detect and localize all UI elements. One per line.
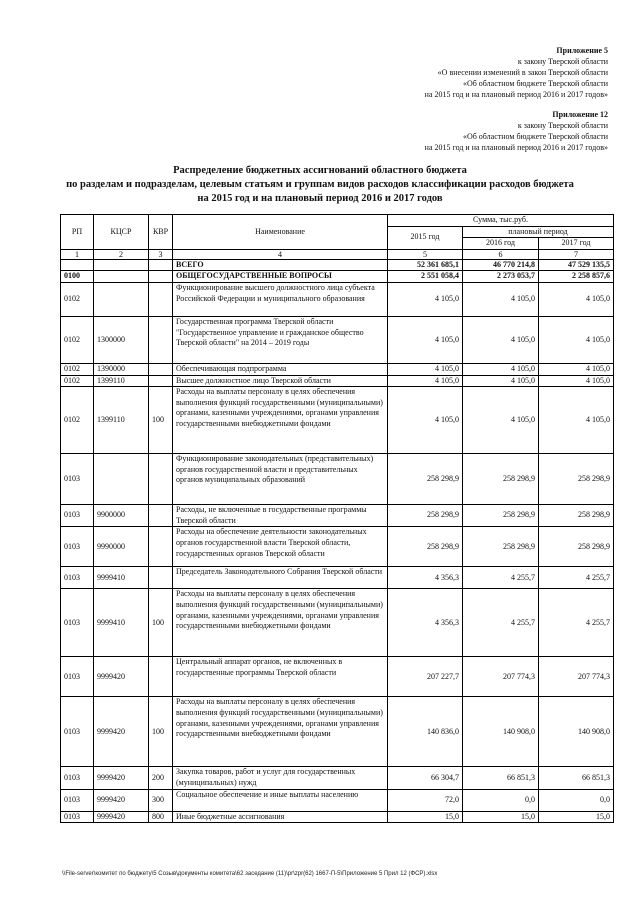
- cell-amount-2015: 4 105,0: [388, 387, 463, 454]
- cell-amount-2016: 0,0: [463, 789, 539, 811]
- table-row: [61, 657, 614, 697]
- cell-amount-2016: 207 774,3: [463, 657, 539, 697]
- table-row: [61, 505, 614, 527]
- appendix-12-block: [425, 109, 608, 153]
- table-row: [61, 454, 614, 505]
- cell-kcsr: [94, 271, 149, 283]
- appendix-5-line: к закону Тверской области: [517, 57, 608, 66]
- cell-amount-2017: 207 774,3: [539, 657, 614, 697]
- cell-rp: 0102: [61, 282, 94, 316]
- cell-name: Расходы на выплаты персоналу в целях обеспечения выполнения функций государственными (муниципальными) органами, казенными учреждениями, органами управления государственными внебюджетными фондами: [173, 697, 388, 767]
- table-row: [61, 375, 614, 387]
- cell-amount-2017: 47 529 135,5: [539, 259, 614, 271]
- cell-amount-2016: 140 908,0: [463, 697, 539, 767]
- header-2016: 2016 год: [463, 238, 539, 250]
- table-row: [61, 316, 614, 363]
- cell-name: ОБЩЕГОСУДАРСТВЕННЫЕ ВОПРОСЫ: [173, 271, 388, 283]
- table-row: [61, 589, 614, 657]
- cell-amount-2016: 2 273 053,7: [463, 271, 539, 283]
- cell-kvr: 100: [149, 387, 173, 454]
- cell-kvr: [149, 505, 173, 527]
- cell-amount-2017: 4 105,0: [539, 282, 614, 316]
- cell-kcsr: 1399110: [94, 387, 149, 454]
- cell-rp: [61, 259, 94, 271]
- cell-amount-2017: 15,0: [539, 811, 614, 823]
- title-line: на 2015 год и на плановый период 2016 и 2017 годов: [197, 193, 443, 204]
- cell-amount-2016: 4 255,7: [463, 567, 539, 589]
- cell-amount-2015: 2 551 058,4: [388, 271, 463, 283]
- cell-name: Иные бюджетные ассигнования: [173, 811, 388, 823]
- table-row: [61, 259, 614, 271]
- cell-amount-2016: 4 105,0: [463, 282, 539, 316]
- cell-kvr: [149, 657, 173, 697]
- cell-name: Расходы на обеспечение деятельности законодательных органов государственной власти Тверской области, государственных органов Тверской области: [173, 527, 388, 567]
- cell-amount-2016: 46 770 214,8: [463, 259, 539, 271]
- header-planned-period: плановый период: [463, 226, 614, 238]
- cell-amount-2016: 4 105,0: [463, 316, 539, 363]
- cell-name: Государственная программа Тверской области "Государственное управление и гражданское общество Тверской области" на 2014 – 2019 годы: [173, 316, 388, 363]
- header-kcsr: КЦСР: [94, 215, 149, 250]
- cell-amount-2017: 4 105,0: [539, 375, 614, 387]
- cell-amount-2016: 4 105,0: [463, 387, 539, 454]
- budget-table: [60, 214, 614, 823]
- cell-rp: 0103: [61, 589, 94, 657]
- cell-rp: 0102: [61, 363, 94, 375]
- cell-amount-2015: 4 105,0: [388, 282, 463, 316]
- cell-rp: 0103: [61, 527, 94, 567]
- budget-table-body: [61, 259, 614, 822]
- cell-kcsr: 9999420: [94, 811, 149, 823]
- cell-rp: 0102: [61, 316, 94, 363]
- cell-amount-2015: 72,0: [388, 789, 463, 811]
- cell-amount-2015: 4 105,0: [388, 363, 463, 375]
- cell-kvr: [149, 363, 173, 375]
- appendix-12-line: «Об областном бюджете Тверской области: [462, 132, 608, 141]
- cell-name: ВСЕГО: [173, 259, 388, 271]
- appendix-5-line: «О внесении изменений в закон Тверской области: [437, 68, 608, 77]
- cell-amount-2017: 4 105,0: [539, 387, 614, 454]
- table-row: [61, 567, 614, 589]
- cell-name: Обеспечивающая подпрограмма: [173, 363, 388, 375]
- table-row: [61, 767, 614, 789]
- cell-amount-2017: 140 908,0: [539, 697, 614, 767]
- cell-amount-2015: 4 356,3: [388, 589, 463, 657]
- cell-kcsr: 1300000: [94, 316, 149, 363]
- column-index: 2: [94, 249, 149, 259]
- appendix-12-line: к закону Тверской области: [517, 121, 608, 130]
- column-index: 4: [173, 249, 388, 259]
- cell-amount-2017: 258 298,9: [539, 454, 614, 505]
- cell-name: Центральный аппарат органов, не включенных в государственные программы Тверской области: [173, 657, 388, 697]
- appendix-5-line: на 2015 год и на плановый период 2016 и 2017 годов»: [424, 90, 608, 99]
- cell-name: Расходы, не включенные в государственные программы Тверской области: [173, 505, 388, 527]
- cell-amount-2015: 52 361 685,1: [388, 259, 463, 271]
- cell-kcsr: 9999410: [94, 567, 149, 589]
- cell-kcsr: 9999420: [94, 657, 149, 697]
- cell-name: Закупка товаров, работ и услуг для государственных (муниципальных) нужд: [173, 767, 388, 789]
- cell-amount-2015: 66 304,7: [388, 767, 463, 789]
- cell-amount-2015: 140 836,0: [388, 697, 463, 767]
- cell-kcsr: 9999420: [94, 767, 149, 789]
- cell-amount-2016: 258 298,9: [463, 527, 539, 567]
- cell-name: Функционирование высшего должностного лица субъекта Российской Федерации и муниципального образования: [173, 282, 388, 316]
- cell-amount-2015: 258 298,9: [388, 505, 463, 527]
- cell-kvr: [149, 454, 173, 505]
- cell-amount-2017: 258 298,9: [539, 505, 614, 527]
- cell-rp: 0103: [61, 767, 94, 789]
- cell-name: Расходы на выплаты персоналу в целях обеспечения выполнения функций государственными (муниципальными) органами, казенными учреждениями, органами управления государственными внебюджетными фондами: [173, 589, 388, 657]
- cell-amount-2017: 0,0: [539, 789, 614, 811]
- cell-amount-2017: 2 258 857,6: [539, 271, 614, 283]
- cell-name: Социальное обеспечение и иные выплаты населению: [173, 789, 388, 811]
- appendix-5-block: [425, 45, 608, 100]
- cell-amount-2016: 4 105,0: [463, 363, 539, 375]
- cell-rp: 0102: [61, 375, 94, 387]
- cell-amount-2015: 4 105,0: [388, 316, 463, 363]
- cell-amount-2017: 4 105,0: [539, 363, 614, 375]
- column-index-row: [61, 249, 614, 259]
- cell-amount-2016: 66 851,3: [463, 767, 539, 789]
- cell-amount-2015: 258 298,9: [388, 454, 463, 505]
- cell-kvr: [149, 567, 173, 589]
- title-line: Распределение бюджетных ассигнований областного бюджета: [173, 165, 467, 176]
- cell-kvr: [149, 259, 173, 271]
- cell-amount-2017: 4 255,7: [539, 589, 614, 657]
- cell-kvr: 100: [149, 697, 173, 767]
- cell-kvr: [149, 375, 173, 387]
- column-index: 5: [388, 249, 463, 259]
- header-2017: 2017 год: [539, 238, 614, 250]
- cell-kcsr: 1390000: [94, 363, 149, 375]
- cell-kvr: 300: [149, 789, 173, 811]
- cell-amount-2015: 15,0: [388, 811, 463, 823]
- file-path-footer: \\File-server\комитет по бюджету\5 Созыв\документы комитета\62 заседание (11)\pr\zpr(62) 1667-П-5\Приложение 5 Прил 12 (ФСР).xlsx: [62, 871, 438, 877]
- appendix-12-heading: Приложение 12: [552, 110, 608, 119]
- table-row: [61, 271, 614, 283]
- column-index: 1: [61, 249, 94, 259]
- header-rp: РП: [61, 215, 94, 250]
- cell-kvr: [149, 316, 173, 363]
- title-line: по разделам и подразделам, целевым статьям и группам видов расходов классификации расходов бюджета: [66, 179, 574, 190]
- cell-rp: 0103: [61, 505, 94, 527]
- cell-rp: 0100: [61, 271, 94, 283]
- cell-kvr: [149, 527, 173, 567]
- cell-amount-2017: 4 255,7: [539, 567, 614, 589]
- cell-kcsr: 9999420: [94, 789, 149, 811]
- cell-kcsr: 9999410: [94, 589, 149, 657]
- appendix-12-line: на 2015 год и на плановый период 2016 и 2017 годов»: [424, 143, 608, 152]
- table-row: [61, 697, 614, 767]
- cell-rp: 0103: [61, 811, 94, 823]
- cell-amount-2016: 4 255,7: [463, 589, 539, 657]
- cell-amount-2016: 258 298,9: [463, 505, 539, 527]
- appendix-5-line: «Об областном бюджете Тверской области: [462, 79, 608, 88]
- cell-amount-2015: 4 105,0: [388, 375, 463, 387]
- header-kvr: КВР: [149, 215, 173, 250]
- cell-amount-2016: 258 298,9: [463, 454, 539, 505]
- cell-rp: 0102: [61, 387, 94, 454]
- cell-kcsr: 9990000: [94, 527, 149, 567]
- cell-amount-2015: 258 298,9: [388, 527, 463, 567]
- cell-amount-2017: 258 298,9: [539, 527, 614, 567]
- header-sum: Сумма, тыс.руб.: [388, 215, 614, 227]
- table-row: [61, 789, 614, 811]
- cell-kcsr: [94, 259, 149, 271]
- cell-name: Функционирование законодательных (представительных) органов государственной власти и представительных органов муниципальных образований: [173, 454, 388, 505]
- header-2015: 2015 год: [388, 226, 463, 249]
- cell-kcsr: 9999420: [94, 697, 149, 767]
- cell-name: Расходы на выплаты персоналу в целях обеспечения выполнения функций государственными (муниципальными) органами, казенными учреждениями, органами управления государственными внебюджетными фондами: [173, 387, 388, 454]
- cell-rp: 0103: [61, 697, 94, 767]
- column-index: 7: [539, 249, 614, 259]
- cell-name: Высшее должностное лицо Тверской области: [173, 375, 388, 387]
- cell-kvr: 100: [149, 589, 173, 657]
- cell-rp: 0103: [61, 789, 94, 811]
- cell-rp: 0103: [61, 657, 94, 697]
- cell-kvr: 200: [149, 767, 173, 789]
- cell-name: Председатель Законодательного Собрания Тверской области: [173, 567, 388, 589]
- document-title: [0, 164, 640, 206]
- table-row: [61, 387, 614, 454]
- cell-kvr: [149, 271, 173, 283]
- cell-kcsr: 9900000: [94, 505, 149, 527]
- cell-kcsr: [94, 454, 149, 505]
- cell-kvr: [149, 282, 173, 316]
- cell-amount-2015: 207 227,7: [388, 657, 463, 697]
- cell-amount-2016: 15,0: [463, 811, 539, 823]
- cell-amount-2016: 4 105,0: [463, 375, 539, 387]
- cell-rp: 0103: [61, 454, 94, 505]
- cell-amount-2015: 4 356,3: [388, 567, 463, 589]
- cell-rp: 0103: [61, 567, 94, 589]
- table-row: [61, 363, 614, 375]
- cell-amount-2017: 4 105,0: [539, 316, 614, 363]
- column-index: 6: [463, 249, 539, 259]
- table-row: [61, 282, 614, 316]
- table-row: [61, 811, 614, 823]
- cell-kvr: 800: [149, 811, 173, 823]
- appendix-5-heading: Приложение 5: [556, 46, 608, 55]
- cell-kcsr: [94, 282, 149, 316]
- cell-kcsr: 1399110: [94, 375, 149, 387]
- column-index: 3: [149, 249, 173, 259]
- header-name: Наименование: [173, 215, 388, 250]
- cell-amount-2017: 66 851,3: [539, 767, 614, 789]
- table-row: [61, 527, 614, 567]
